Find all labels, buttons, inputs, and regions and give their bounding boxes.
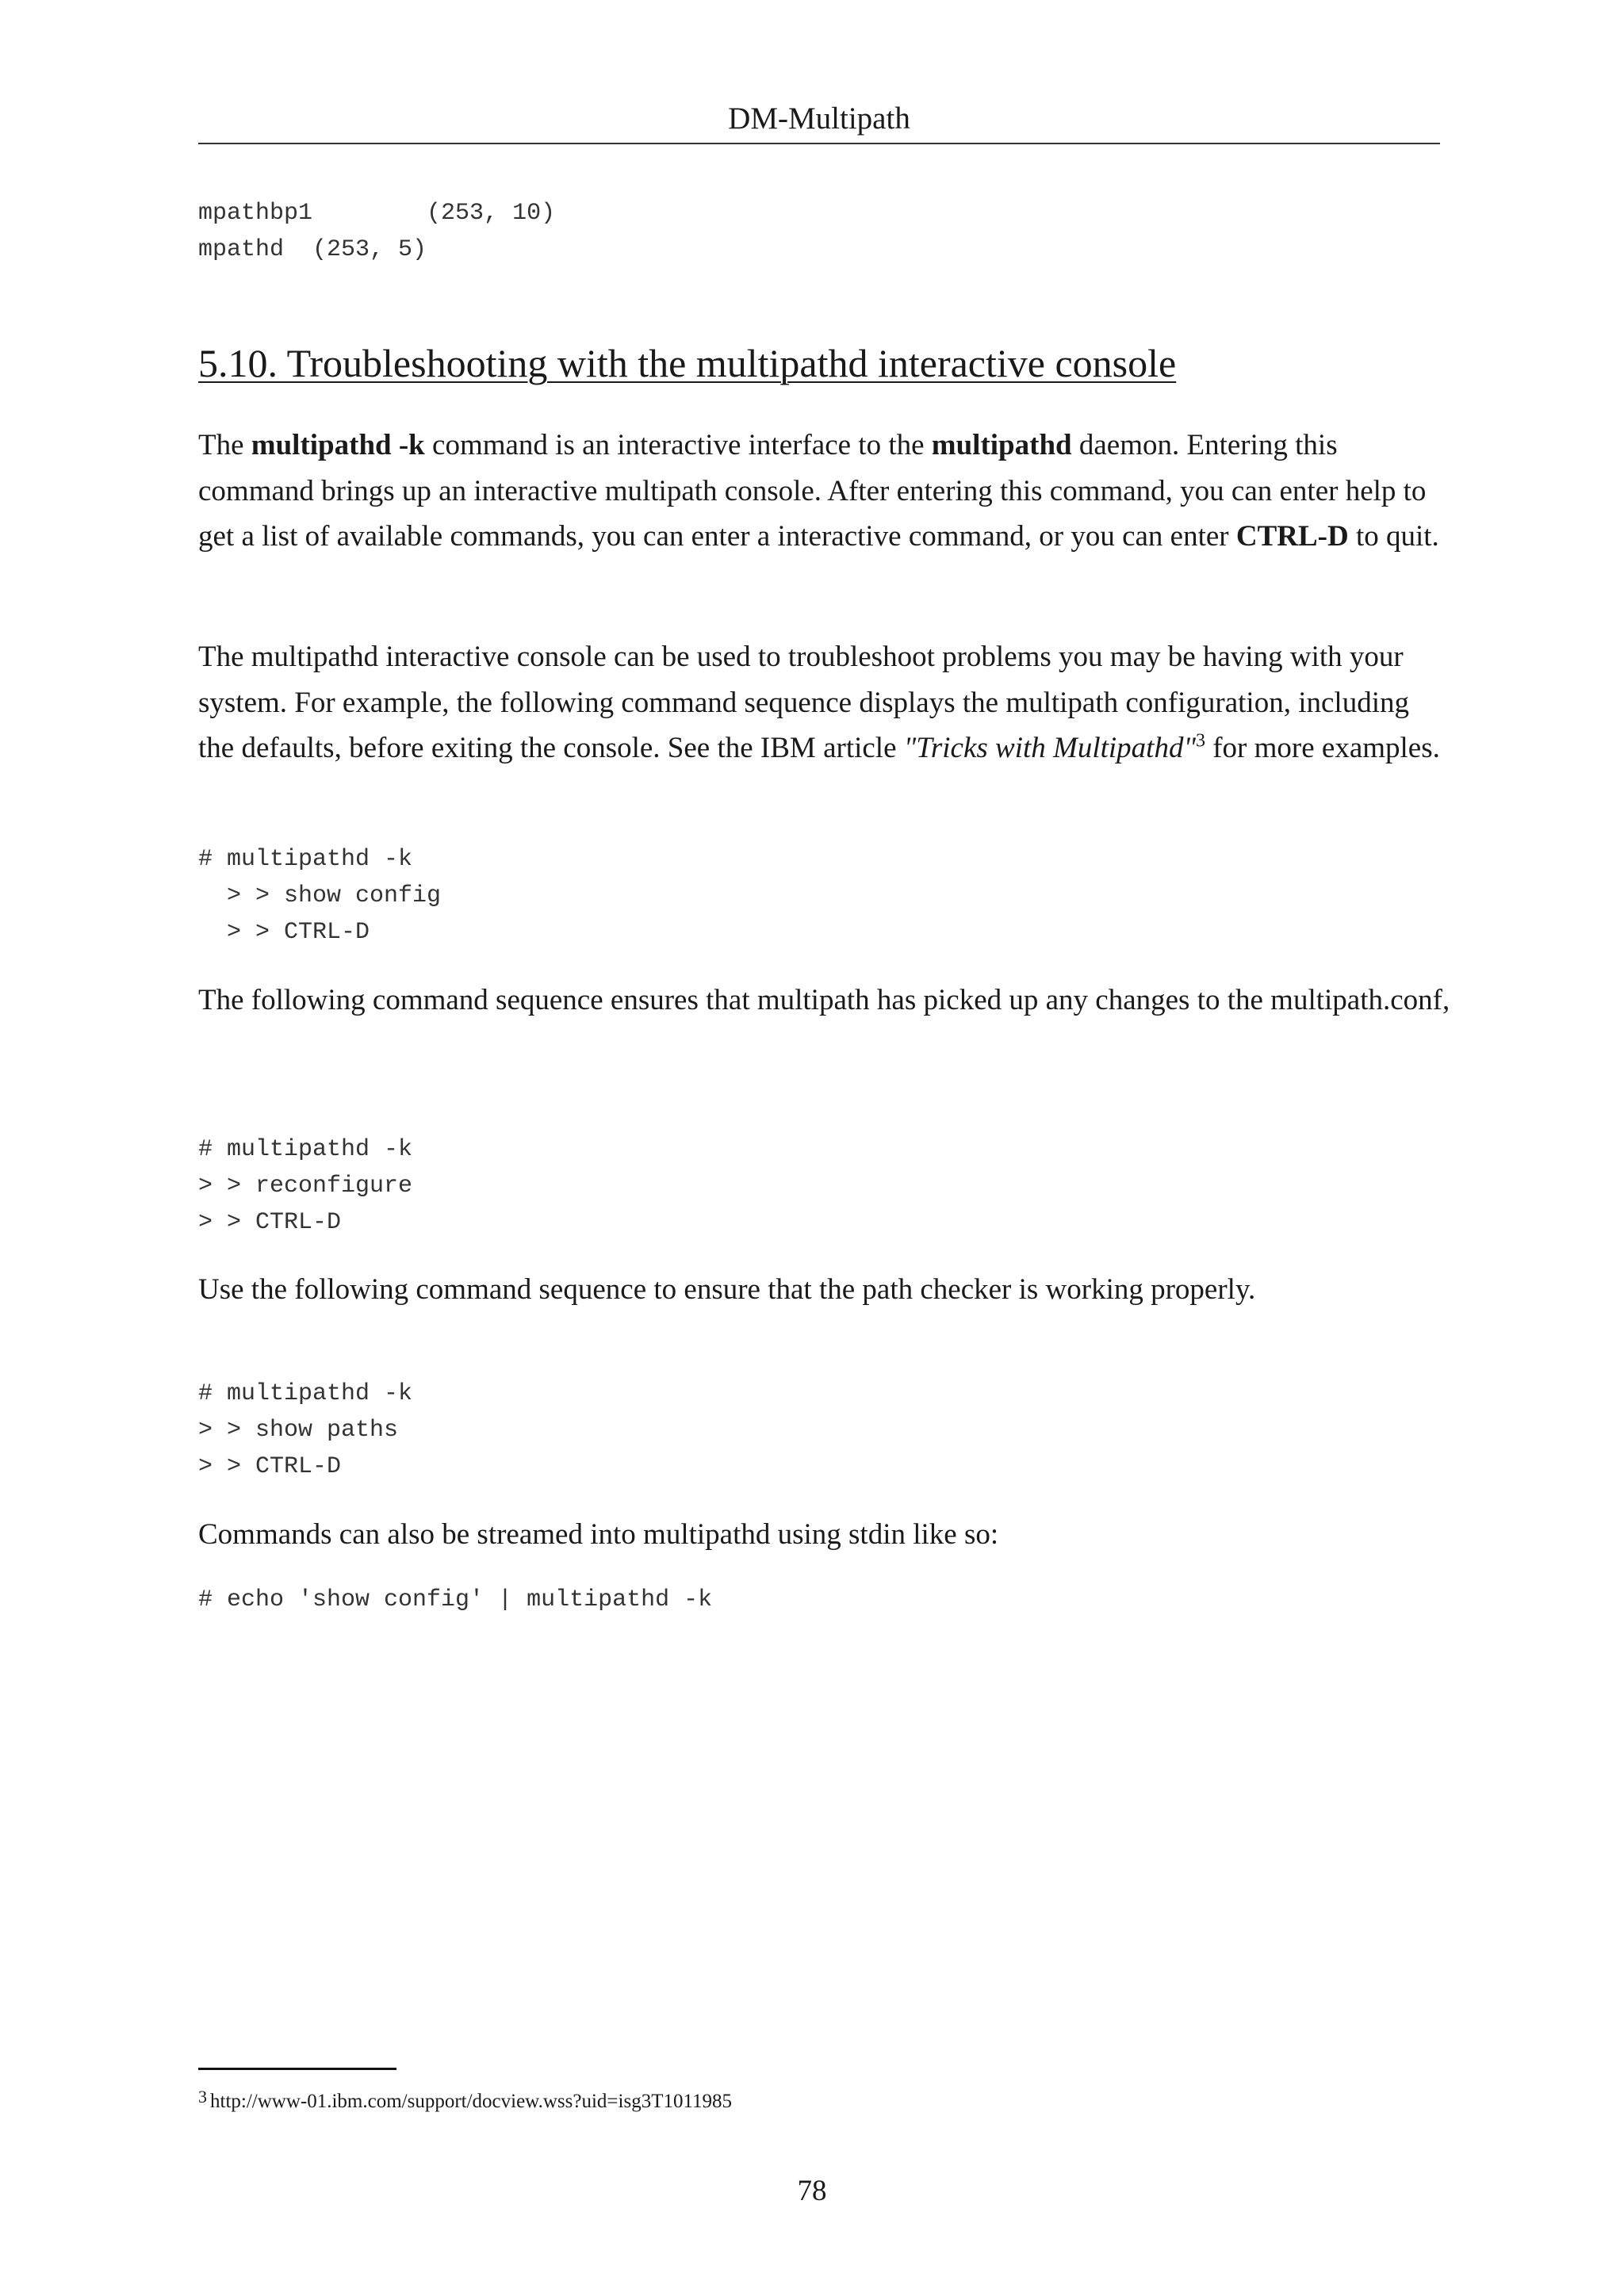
- paragraph-text: The: [198, 429, 251, 461]
- paragraph-text: to quit.: [1348, 520, 1439, 553]
- footnote-number: 3: [198, 2087, 207, 2107]
- paragraph-text: daemon. Entering this command brings up an interactive multipath console. After entering this command, you can enter help to get a list of available commands, you can enter a interactive command, or you can enter: [198, 429, 1427, 553]
- paragraph-text: command is an interactive interface to the: [424, 429, 932, 461]
- section-heading: 5.10. Troubleshooting with the multipathd interactive console: [198, 341, 1177, 385]
- page-header: DM-Multipath: [728, 101, 910, 136]
- console-usage-paragraph: [198, 634, 1451, 771]
- code-line: # multipathd -k: [198, 1380, 413, 1407]
- path-checker-paragraph: Use the following command sequence to ensure that the path checker is working properly.: [198, 1273, 1256, 1306]
- paragraph-text: for more examples.: [1205, 732, 1440, 764]
- footnote-link[interactable]: http://www-01.ibm.com/support/docview.wss?uid=isg3T1011985: [210, 2091, 733, 2112]
- code-line: > > CTRL-D: [198, 1209, 342, 1236]
- intro-paragraph: [198, 423, 1451, 560]
- code-line: > > reconfigure: [198, 1173, 413, 1200]
- code-line: > > CTRL-D: [198, 919, 370, 946]
- stdin-paragraph: Commands can also be streamed into multipathd using stdin like so:: [198, 1518, 999, 1551]
- code-line: > > show config: [198, 882, 442, 909]
- footnote-reference[interactable]: 3: [1195, 730, 1205, 752]
- daemon-name: multipathd: [931, 429, 1072, 461]
- code-line: # multipathd -k: [198, 846, 413, 873]
- reconfigure-code-block: [198, 1131, 412, 1241]
- code-line: # echo 'show config' | multipathd -k: [198, 1586, 713, 1613]
- show-paths-code-block: [198, 1376, 412, 1485]
- header-divider: [198, 143, 1440, 144]
- device-map-code-block: [198, 195, 555, 268]
- command-multipathd-k: multipathd -k: [251, 429, 425, 461]
- footnote-divider: [198, 2068, 396, 2070]
- page-number: 78: [797, 2175, 827, 2207]
- footnote: [198, 2084, 732, 2115]
- code-line: mpathbp1 (253, 10): [198, 200, 556, 227]
- code-line: mpathd (253, 5): [198, 236, 427, 263]
- code-line: > > show paths: [198, 1417, 399, 1444]
- article-title: "Tricks with Multipathd": [903, 732, 1196, 764]
- paragraph-text: The multipathd interactive console can be used to troubleshoot problems you may be having with your system. For example, the following command sequence displays the multipath configuration, including the defaults, before exiting the console. See the IBM article: [198, 641, 1409, 764]
- ctrl-d-key: CTRL-D: [1235, 520, 1349, 553]
- stdin-code-block: [198, 1582, 712, 1618]
- reconfigure-paragraph: The following command sequence ensures that multipath has picked up any changes to the multipath.conf,: [198, 984, 1450, 1016]
- code-line: > > CTRL-D: [198, 1453, 342, 1480]
- code-line: # multipathd -k: [198, 1136, 413, 1163]
- show-config-code-block: [198, 841, 441, 951]
